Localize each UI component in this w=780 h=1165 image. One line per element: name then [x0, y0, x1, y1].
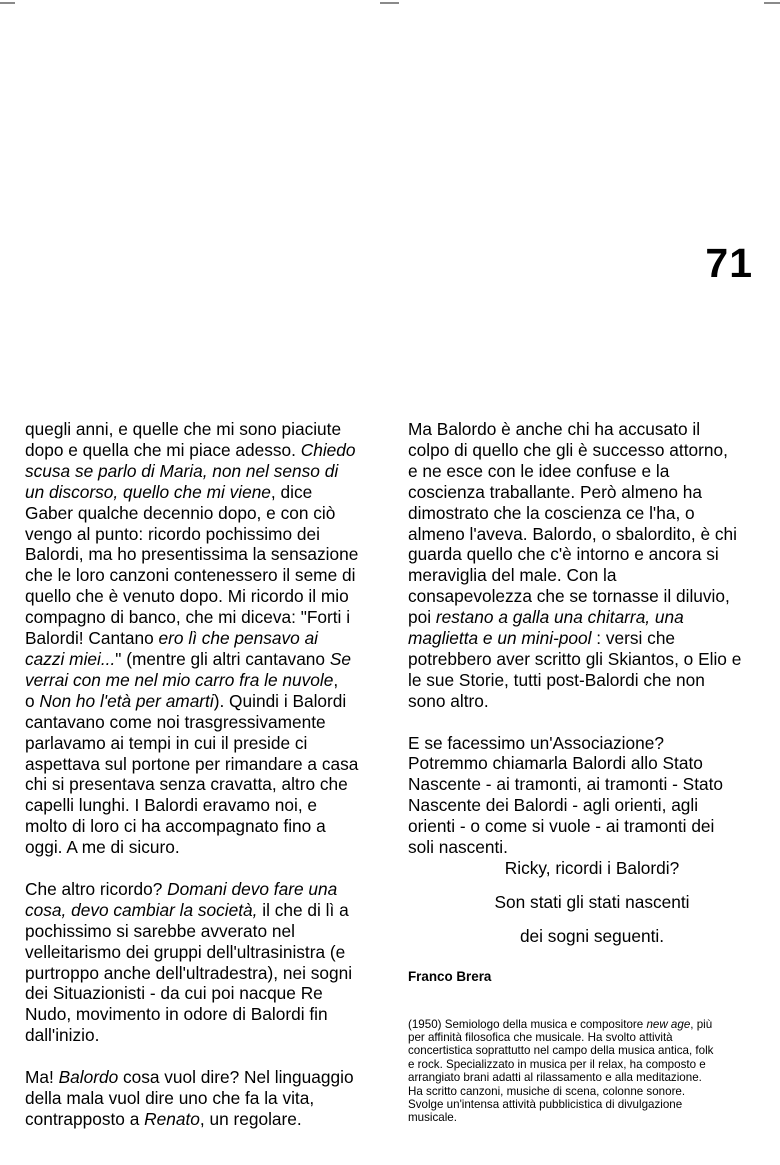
text-run: Svolge un'intensa attività pubblicistica di divulgazione	[408, 1098, 683, 1112]
verse-line: Son stati gli stati nascenti	[494, 891, 690, 912]
text-run: Nascente - ai tramonti, ai tramonti - Stato	[408, 774, 724, 795]
text-line	[408, 419, 768, 440]
text-line	[408, 482, 768, 503]
text-line	[408, 503, 768, 524]
text-line	[25, 1004, 385, 1025]
text-run: parlavamo ai tempi in cui il preside ci	[25, 732, 308, 753]
text-line	[408, 586, 768, 607]
verse-line: Ricky, ricordi i Balordi?	[504, 858, 680, 879]
text-run: dopo e quella che mi piace adesso.	[25, 439, 301, 460]
text-run: purtroppo anche dell'ultradestra), nei sogni	[25, 962, 353, 983]
text-run: e rock. Specializzato in musica per il relax, ha composto e	[408, 1057, 706, 1071]
text-line	[25, 754, 385, 775]
crop-mark-top-left	[0, 2, 15, 4]
text-line	[25, 586, 385, 607]
text-run: che le loro canzoni contenessero il seme di	[25, 565, 356, 586]
text-line	[25, 503, 385, 524]
verse-line: dei sogni seguenti.	[519, 925, 665, 946]
text-run: , dice	[270, 481, 313, 502]
text-line	[408, 649, 768, 670]
text-run: Nudo, movimento in odore di Balordi fin	[25, 1004, 328, 1025]
text-run: meraviglia del male. Con la	[408, 565, 617, 586]
text-run: almeno l'aveva. Balordo, o sbalordito, è chi	[408, 523, 737, 544]
text-line	[408, 1071, 768, 1084]
text-line	[25, 524, 385, 545]
text-line	[25, 691, 385, 712]
text-run: Che altro ricordo?	[25, 878, 168, 899]
text-run: vengo al punto: ricordo pochissimo dei	[25, 523, 320, 544]
text-line	[25, 963, 385, 984]
text-line	[25, 921, 385, 942]
text-line	[408, 670, 768, 691]
verse	[416, 858, 768, 947]
text-run: musicale.	[408, 1111, 457, 1125]
text-line	[408, 691, 768, 712]
text-run: guarda quello che c'è intorno e ancora si	[408, 544, 719, 565]
paragraph	[408, 733, 768, 858]
italic-text: scusa se parlo di Maria, non nel senso di	[25, 460, 339, 481]
text-line	[408, 607, 768, 628]
text-line	[25, 774, 385, 795]
text-run: Gaber qualche decennio dopo, e con ciò	[25, 502, 336, 523]
text-run: aspettava sul portone per rimandare a casa	[25, 753, 359, 774]
italic-text: cazzi miei...	[25, 648, 116, 669]
author-name: Franco Brera	[408, 968, 492, 984]
text-run: pochissimo si sarebbe avverato nel	[25, 920, 295, 941]
text-line	[25, 670, 385, 691]
crop-mark-top-center	[380, 2, 399, 4]
text-run: velleitarismo dei gruppi dell'ultrasinistra (e	[25, 941, 346, 962]
text-run: della mala vuol dire uno che fa la vita,	[25, 1087, 315, 1108]
text-run: chi si presentava senza cravatta, altro che	[25, 774, 348, 795]
text-run: poi	[408, 607, 436, 628]
text-run: dimostrato che la coscienza ce l'ha, o	[408, 502, 695, 523]
text-run: quello che è venuto dopo. Mi ricordo il mio	[25, 586, 349, 607]
text-run: colpo di quello che gli è successo attorno,	[408, 439, 728, 460]
text-line	[408, 733, 768, 754]
italic-text: Non ho l'età per amarti	[39, 690, 214, 711]
italic-text: maglietta e un mini-pool	[408, 628, 592, 649]
italic-text: Domani devo fare una	[167, 878, 338, 899]
paragraph	[408, 419, 768, 712]
text-run: quegli anni, e quelle che mi sono piaciute	[25, 419, 342, 439]
text-line	[25, 544, 385, 565]
text-run: sono altro.	[408, 690, 489, 711]
text-run: Nascente dei Balordi - agli orienti, agli	[408, 795, 699, 816]
text-line	[408, 565, 768, 586]
text-line	[25, 649, 385, 670]
text-run: o	[25, 690, 40, 711]
italic-text: Balordo	[58, 1067, 119, 1088]
text-line	[408, 774, 768, 795]
text-run: contrapposto a	[25, 1108, 145, 1129]
crop-mark-top-right	[764, 2, 780, 4]
text-line	[408, 753, 768, 774]
text-run: orienti - o come si vuole - ai tramonti dei	[408, 816, 715, 837]
italic-text: Renato	[144, 1108, 200, 1129]
text-line	[25, 1088, 385, 1109]
text-run: dall'inizio.	[25, 1025, 100, 1046]
verse-block	[408, 858, 768, 947]
text-run: compagno di banco, che mi diceva: "Forti i	[25, 607, 351, 628]
text-run: dei Situazionisti - da cui poi nacque Re	[25, 983, 323, 1004]
italic-text: new age	[646, 1017, 691, 1031]
text-run: Ha scritto canzoni, musiche di scena, colonne sonore.	[408, 1084, 686, 1098]
text-run: Ma!	[25, 1067, 59, 1088]
text-run: Potremmo chiamarla Balordi allo Stato	[408, 753, 703, 774]
text-run: il che di lì a	[257, 899, 349, 920]
text-run: , più	[690, 1017, 713, 1031]
left-column	[25, 419, 385, 1151]
text-run: e ne esce con le idee confuse e la	[408, 460, 670, 481]
text-line	[408, 628, 768, 649]
text-run: soli nascenti.	[408, 837, 508, 858]
text-run: E se facessimo un'Associazione?	[408, 732, 664, 753]
italic-text: restano a galla una chitarra, una	[435, 607, 684, 628]
text-line	[408, 440, 768, 461]
text-line	[25, 795, 385, 816]
text-line	[25, 461, 385, 482]
text-line	[25, 1025, 385, 1046]
italic-text: verrai con me nel mio carro fra le nuvole	[25, 669, 334, 690]
text-line	[25, 607, 385, 628]
text-line	[25, 942, 385, 963]
text-run: : versi che	[591, 628, 676, 649]
text-line	[25, 419, 385, 440]
text-run: concertistica soprattutto nel campo della musica antica, folk	[408, 1044, 714, 1058]
text-run: (1950) Semiologo della musica e compositore	[408, 1017, 647, 1031]
page-number: 71	[705, 240, 753, 286]
text-line	[25, 1109, 385, 1130]
text-run: cosa vuol dire? Nel linguaggio	[118, 1067, 354, 1088]
text-run: capelli lunghi. I Balordi eravamo noi, e	[25, 795, 318, 816]
italic-text: ero lì che pensavo ai	[158, 628, 319, 649]
text-run: oggi. A me di sicuro.	[25, 837, 180, 858]
text-line	[25, 628, 385, 649]
text-run: Ma Balordo è anche chi ha accusato il	[408, 419, 701, 439]
text-run: cantavano come noi trasgressivamente	[25, 711, 326, 732]
text-run: Balordi! Cantano	[25, 628, 159, 649]
text-line	[408, 1058, 768, 1071]
text-line	[408, 816, 768, 837]
text-line	[25, 482, 385, 503]
text-run: consapevolezza che se tornasse il diluvio,	[408, 586, 730, 607]
text-run: coscienza traballante. Però almeno ha	[408, 481, 702, 502]
text-run: potrebbero aver scritto gli Skiantos, o Elio e	[408, 648, 742, 669]
text-run: per affinità filosofica che musicale. Ha svolto attività	[408, 1031, 673, 1045]
text-line	[408, 1031, 768, 1044]
text-line	[25, 983, 385, 1004]
text-line	[408, 837, 768, 858]
text-run: Balordi, ma ho presentissima la sensazione	[25, 544, 359, 565]
text-line	[408, 1018, 768, 1031]
text-line	[25, 1067, 385, 1088]
italic-text: un discorso, quello che mi viene	[25, 481, 271, 502]
text-line	[408, 461, 768, 482]
text-line	[25, 712, 385, 733]
paragraph	[25, 419, 385, 858]
text-line	[25, 879, 385, 900]
italic-text: cosa, devo cambiar la società,	[25, 899, 258, 920]
text-line	[408, 1085, 768, 1098]
text-line	[408, 1044, 768, 1057]
text-run: ,	[333, 669, 339, 690]
text-run: le sue Storie, tutti post-Balordi che non	[408, 669, 705, 690]
text-line	[25, 837, 385, 858]
italic-text: Chiedo	[300, 439, 356, 460]
text-run: molto di loro ci ha accompagnato fino a	[25, 816, 326, 837]
text-line	[408, 1111, 768, 1124]
text-line	[25, 733, 385, 754]
text-line	[25, 816, 385, 837]
text-line	[25, 900, 385, 921]
text-line	[25, 440, 385, 461]
text-line	[408, 1098, 768, 1111]
text-line	[25, 565, 385, 586]
text-line	[408, 524, 768, 545]
text-run: arrangiato brani adatti al rilassamento e alla meditazione.	[408, 1071, 702, 1085]
text-run: ). Quindi i Balordi	[213, 690, 347, 711]
italic-text: Se	[329, 648, 351, 669]
text-line	[408, 544, 768, 565]
text-run: , un regolare.	[199, 1108, 302, 1129]
paragraph	[25, 1067, 385, 1130]
right-column	[408, 419, 768, 1125]
author-bio	[408, 1018, 768, 1125]
paragraph	[25, 879, 385, 1046]
text-run: " (mentre gli altri cantavano	[115, 648, 330, 669]
text-line	[408, 795, 768, 816]
